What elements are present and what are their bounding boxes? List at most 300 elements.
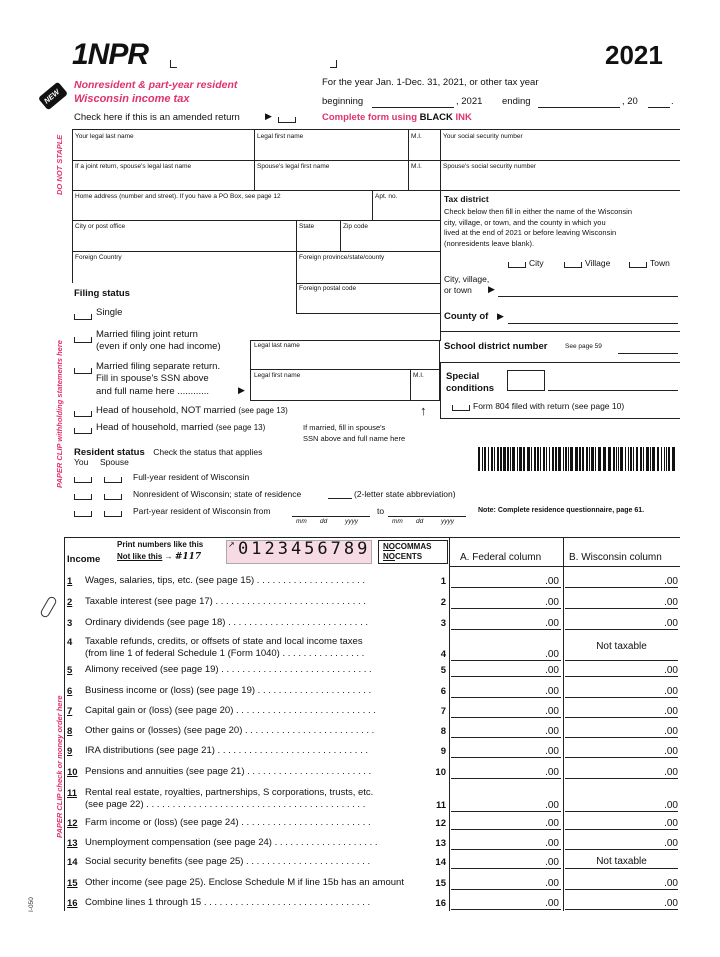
do-not-staple-label: DO NOT STAPLE bbox=[55, 134, 64, 195]
part-year-you-checkbox[interactable] bbox=[74, 511, 92, 517]
subtitle-line-1: Nonresident & part-year resident bbox=[74, 79, 238, 91]
barcode-bar bbox=[625, 447, 626, 471]
barcode-bar bbox=[500, 447, 502, 471]
resident-status-title: Resident status bbox=[74, 447, 145, 458]
barcode-bar bbox=[558, 447, 561, 471]
federal-amount-field[interactable] bbox=[451, 629, 561, 630]
spouse-first-name-field[interactable]: Spouse's legal first name bbox=[257, 163, 330, 170]
new-badge bbox=[38, 82, 68, 111]
foreign-province-field[interactable]: Foreign province/state/county bbox=[299, 254, 385, 261]
income-line-description: Other gains or (losses) (see page 20) . . . . . . . . . . . . . . . . . . . . . . . . . bbox=[85, 726, 375, 736]
hoh-not-married-label bbox=[96, 406, 288, 416]
barcode-bar bbox=[618, 447, 619, 471]
barcode-bar bbox=[640, 447, 642, 471]
federal-amount: .00 bbox=[545, 898, 559, 909]
income-line-number: 16 bbox=[67, 898, 78, 909]
income-line-description: Social security benefits (see page 25) . . . . . . . . . . . . . . . . . . . . . . . . bbox=[85, 857, 371, 867]
barcode-bar bbox=[537, 447, 539, 471]
income-line-ref-number: 6 bbox=[440, 686, 446, 697]
wisconsin-amount: .00 bbox=[664, 746, 678, 757]
school-district-field[interactable] bbox=[618, 353, 678, 354]
income-line-number: 7 bbox=[67, 706, 73, 717]
mfs-label-3: and full name here ............ bbox=[96, 386, 210, 397]
crop-mark-left bbox=[170, 60, 177, 68]
special-conditions-label-2: conditions bbox=[446, 383, 495, 394]
wisconsin-amount: .00 bbox=[664, 597, 678, 608]
black-ink-note bbox=[322, 113, 472, 123]
first-name-field[interactable]: Legal first name bbox=[257, 133, 304, 140]
from-yyyy: yyyy bbox=[345, 518, 358, 525]
federal-amount-field[interactable] bbox=[451, 757, 561, 758]
black-ink-black: BLACK bbox=[419, 112, 453, 123]
barcode-bar bbox=[672, 447, 675, 471]
wisconsin-amount-field[interactable] bbox=[565, 737, 678, 738]
sample-arrow-icon: ↗ bbox=[228, 540, 235, 549]
wisconsin-amount: .00 bbox=[664, 818, 678, 829]
income-line-description: Alimony received (see page 19) . . . . . . . . . . . . . . . . . . . . . . . . . . . . . bbox=[85, 665, 372, 675]
not-like-text: Not like this bbox=[117, 552, 163, 561]
federal-amount: .00 bbox=[545, 618, 559, 629]
barcode-bar bbox=[488, 447, 489, 471]
income-line-description: Unemployment compensation (see page 24) . . . . . . . . . . . . . . . . . . . . bbox=[85, 838, 378, 848]
income-line-number: 8 bbox=[67, 726, 73, 737]
income-line-description: Wages, salaries, tips, etc. (see page 15) . . . . . . . . . . . . . . . . . . . . . bbox=[85, 576, 365, 586]
black-ink-ink: INK bbox=[455, 112, 472, 123]
cvt-label-1: City, village, bbox=[444, 274, 490, 284]
full-year-spouse-checkbox[interactable] bbox=[104, 477, 122, 483]
not-like-label bbox=[117, 553, 201, 562]
wisconsin-amount-field[interactable] bbox=[565, 697, 678, 698]
special-conditions-field[interactable] bbox=[548, 390, 678, 391]
crop-mark-right bbox=[330, 60, 337, 68]
address-field[interactable]: Home address (number and street). If you have a PO Box, see page 12 bbox=[75, 193, 281, 200]
barcode-bar bbox=[555, 447, 557, 471]
income-line-number: 15 bbox=[67, 878, 78, 889]
barcode-bar bbox=[582, 447, 584, 471]
not-like-arrow-icon: → bbox=[164, 552, 173, 561]
barcode-bar bbox=[613, 447, 615, 471]
paper-clip-withholding-label: PAPER CLIP withholding statements here bbox=[55, 340, 64, 488]
barcode-bar bbox=[646, 447, 649, 471]
barcode-bar bbox=[586, 447, 588, 471]
income-line-ref-number: 10 bbox=[435, 767, 446, 778]
to-dd: dd bbox=[416, 518, 424, 525]
income-line-number: 4 bbox=[67, 637, 73, 648]
spouse-legal-mi-field[interactable]: M.I. bbox=[413, 372, 424, 379]
spouse-legal-first-field[interactable]: Legal first name bbox=[254, 372, 301, 379]
barcode-bar bbox=[657, 447, 659, 471]
federal-amount: .00 bbox=[545, 597, 559, 608]
new-badge-text: NEW bbox=[42, 87, 62, 106]
wisconsin-amount-field[interactable] bbox=[565, 660, 678, 661]
wisconsin-column-header: B. Wisconsin column bbox=[569, 552, 662, 563]
nonresident-note: (2-letter state abbreviation) bbox=[354, 489, 456, 499]
barcode-bar bbox=[633, 447, 634, 471]
income-line-description: Taxable refunds, credits, or offsets of state and local income taxes bbox=[85, 637, 363, 647]
good-sample-digits: 0123456789 bbox=[238, 539, 371, 559]
ssn-field[interactable]: Your social security number bbox=[443, 133, 523, 140]
barcode-bar bbox=[563, 447, 564, 471]
ending-year: , 20 bbox=[622, 96, 638, 107]
barcode-bar bbox=[552, 447, 554, 471]
amended-checkbox[interactable] bbox=[278, 117, 296, 123]
wisconsin-amount-field[interactable] bbox=[565, 811, 678, 812]
wisconsin-amount: .00 bbox=[664, 767, 678, 778]
barcode-bar bbox=[543, 447, 545, 471]
wisconsin-amount: .00 bbox=[664, 618, 678, 629]
mfs-checkbox[interactable] bbox=[74, 368, 92, 374]
barcode-bar bbox=[546, 447, 547, 471]
income-line-ref-number: 9 bbox=[440, 746, 446, 757]
full-year-label: Full-year resident of Wisconsin bbox=[133, 472, 250, 482]
wisconsin-amount-field[interactable] bbox=[565, 868, 678, 869]
cvt-arrow-icon: ▶ bbox=[488, 284, 495, 294]
federal-amount-field[interactable] bbox=[451, 829, 561, 830]
federal-amount: .00 bbox=[545, 649, 559, 660]
wisconsin-amount-field[interactable] bbox=[565, 849, 678, 850]
full-year-you-checkbox[interactable] bbox=[74, 477, 92, 483]
barcode-bar bbox=[620, 447, 623, 471]
wisconsin-amount: .00 bbox=[664, 800, 678, 811]
spouse-mi-field[interactable]: M.I. bbox=[411, 163, 422, 170]
income-line-ref-number: 3 bbox=[440, 618, 446, 629]
beginning-year: , 2021 bbox=[456, 96, 483, 107]
tax-district-title: Tax district bbox=[444, 194, 489, 204]
village-checkbox[interactable] bbox=[564, 262, 582, 268]
income-line-ref-number: 12 bbox=[435, 818, 446, 829]
foreign-country-field[interactable]: Foreign Country bbox=[75, 254, 122, 261]
nonresident-label: Nonresident of Wisconsin; state of residence bbox=[133, 489, 302, 499]
wisconsin-amount: Not taxable bbox=[596, 641, 647, 652]
paper-clip-check-label: PAPER CLIP check or money order here bbox=[55, 695, 64, 838]
barcode-bar bbox=[494, 447, 495, 471]
state-of-residence-field[interactable] bbox=[328, 498, 352, 499]
from-dd: dd bbox=[320, 518, 328, 525]
part-year-from-field[interactable] bbox=[292, 516, 370, 517]
wisconsin-amount-field[interactable] bbox=[565, 909, 678, 910]
to-mm: mm bbox=[392, 518, 403, 525]
barcode-bar bbox=[652, 447, 655, 471]
cvt-name-field[interactable] bbox=[498, 296, 678, 297]
barcode-bar bbox=[540, 447, 541, 471]
income-line-description: Business income or (loss) (see page 19) . . . . . . . . . . . . . . . . . . . . . . bbox=[85, 686, 372, 696]
federal-amount-field[interactable] bbox=[451, 778, 561, 779]
spouse-col-label: Spouse bbox=[100, 457, 129, 467]
barcode-bar bbox=[523, 447, 525, 471]
income-line-number: 6 bbox=[67, 686, 73, 697]
barcode-bar bbox=[591, 447, 594, 471]
nonresident-spouse-checkbox[interactable] bbox=[104, 494, 122, 500]
county-arrow-icon: ▶ bbox=[497, 311, 504, 321]
barcode-bar bbox=[527, 447, 530, 471]
barcode-bar bbox=[668, 447, 670, 471]
black-ink-pre: Complete form using bbox=[322, 112, 418, 123]
federal-amount-field[interactable] bbox=[451, 737, 561, 738]
filing-status-title: Filing status bbox=[74, 288, 130, 299]
federal-amount: .00 bbox=[545, 686, 559, 697]
barcode-bar bbox=[643, 447, 644, 471]
special-conditions-label-1: Special bbox=[446, 371, 480, 382]
barcode-bar bbox=[630, 447, 632, 471]
city-checkbox[interactable] bbox=[508, 262, 526, 268]
wisconsin-amount-field[interactable] bbox=[565, 676, 678, 677]
federal-amount: .00 bbox=[545, 665, 559, 676]
up-arrow-icon: ↑ bbox=[420, 403, 427, 418]
wisconsin-amount: .00 bbox=[664, 686, 678, 697]
tax-district-desc bbox=[444, 207, 632, 249]
cvt-label-2: or town bbox=[444, 285, 472, 295]
barcode-bar bbox=[512, 447, 515, 471]
barcode-bar bbox=[570, 447, 573, 471]
barcode-bar bbox=[534, 447, 536, 471]
single-checkbox[interactable] bbox=[74, 314, 92, 320]
mfs-label-1: Married filing separate return. bbox=[96, 361, 221, 372]
ending-date-field[interactable] bbox=[538, 107, 620, 108]
barcode-bar bbox=[579, 447, 581, 471]
residence-questionnaire-note: Note: Complete residence questionnaire, page 61. bbox=[478, 507, 645, 514]
income-line-number: 3 bbox=[67, 618, 73, 629]
barcode-bar bbox=[497, 447, 499, 471]
mfs-label-2: Fill in spouse's SSN above bbox=[96, 373, 209, 384]
spouse-last-name-field[interactable]: If a joint return, spouse's legal last name bbox=[75, 163, 192, 170]
village-option-label: Village bbox=[585, 258, 611, 268]
wisconsin-amount-field[interactable] bbox=[565, 778, 678, 779]
tax-district-desc-line: city, village, or town, and the county in which you bbox=[444, 217, 606, 227]
wisconsin-amount-field[interactable] bbox=[565, 717, 678, 718]
federal-amount: .00 bbox=[545, 818, 559, 829]
barcode-bar bbox=[661, 447, 662, 471]
income-line-ref-number: 15 bbox=[435, 878, 446, 889]
income-line-ref-number: 4 bbox=[440, 649, 446, 660]
income-line-description: Ordinary dividends (see page 18) . . . . . . . . . . . . . . . . . . . . . . . . . . . bbox=[85, 618, 368, 628]
barcode-bar bbox=[568, 447, 569, 471]
wisconsin-amount-field[interactable] bbox=[565, 629, 678, 630]
barcode-bar bbox=[575, 447, 578, 471]
form-804-label: Form 804 filed with return (see page 10) bbox=[473, 401, 625, 411]
wisconsin-amount: .00 bbox=[664, 576, 678, 587]
mfj-checkbox[interactable] bbox=[74, 337, 92, 343]
wisconsin-amount: .00 bbox=[664, 898, 678, 909]
wisconsin-amount-field[interactable] bbox=[565, 829, 678, 830]
hoh-not-married-checkbox[interactable] bbox=[74, 411, 92, 417]
spouse-ssn-field[interactable]: Spouse's social security number bbox=[443, 163, 537, 170]
barcode-bar bbox=[565, 447, 567, 471]
paper-clip-icon bbox=[39, 595, 58, 619]
wisconsin-amount: .00 bbox=[664, 665, 678, 676]
income-line-ref-number: 7 bbox=[440, 706, 446, 717]
income-line-number: 1 bbox=[67, 576, 73, 587]
barcode-bar bbox=[616, 447, 617, 471]
income-line-ref-number: 11 bbox=[435, 800, 446, 811]
income-line-description-cont: (see page 22) . . . . . . . . . . . . . . . . . . . . . . . . . . . . . . . . . . . . . . . . . . bbox=[85, 800, 366, 810]
barcode-bar bbox=[484, 447, 486, 471]
apt-field[interactable]: Apt. no. bbox=[375, 193, 398, 200]
federal-amount: .00 bbox=[545, 746, 559, 757]
federal-amount-field[interactable] bbox=[451, 697, 561, 698]
single-label: Single bbox=[96, 307, 123, 318]
federal-amount-field[interactable] bbox=[451, 676, 561, 677]
tax-year-line: For the year Jan. 1-Dec. 31, 2021, or other tax year bbox=[322, 77, 539, 88]
no-commas-label bbox=[383, 543, 431, 551]
mfj-label-1: Married filing joint return bbox=[96, 329, 198, 340]
barcode-bar bbox=[636, 447, 638, 471]
barcode-bar bbox=[666, 447, 667, 471]
income-line-description-cont: (from line 1 of federal Schedule 1 (Form 1040) . . . . . . . . . . . . . . . . bbox=[85, 649, 365, 659]
barcode-bar bbox=[589, 447, 590, 471]
federal-amount-field[interactable] bbox=[451, 849, 561, 850]
barcode-bar bbox=[628, 447, 629, 471]
income-line-number: 10 bbox=[67, 767, 78, 778]
part-year-to-field[interactable] bbox=[388, 516, 466, 517]
income-line-description: Combine lines 1 through 15 . . . . . . . . . . . . . . . . . . . . . . . . . . . . . . . . bbox=[85, 898, 371, 908]
barcode-bar bbox=[491, 447, 493, 471]
beginning-date-field[interactable] bbox=[372, 107, 454, 108]
income-line-number: 2 bbox=[67, 597, 73, 608]
barcode-bar bbox=[603, 447, 606, 471]
income-line-description: Rental real estate, royalties, partnerships, S corporations, trusts, etc. bbox=[85, 788, 374, 798]
form-804-checkbox[interactable] bbox=[452, 405, 470, 411]
hoh-married-checkbox[interactable] bbox=[74, 428, 92, 434]
mi-field[interactable]: M.I. bbox=[411, 133, 422, 140]
wisconsin-amount: Not taxable bbox=[596, 856, 647, 867]
grid-top-line bbox=[72, 129, 680, 130]
town-option-label: Town bbox=[650, 258, 670, 268]
mfj-label-2: (even if only one had income) bbox=[96, 341, 221, 352]
wisconsin-amount-field[interactable] bbox=[565, 889, 678, 890]
federal-amount-field[interactable] bbox=[451, 717, 561, 718]
bad-sample: #117 bbox=[174, 552, 202, 562]
barcode-bar bbox=[507, 447, 509, 471]
hoh-not-married-text: Head of household, NOT married bbox=[96, 405, 236, 416]
form-year: 2021 bbox=[605, 40, 663, 70]
federal-amount: .00 bbox=[545, 857, 559, 868]
amended-arrow-icon: ▶ bbox=[265, 111, 272, 121]
income-line-description: Farm income or (loss) (see page 24) . . . . . . . . . . . . . . . . . . . . . . . . . bbox=[85, 818, 371, 828]
income-line-ref-number: 1 bbox=[440, 576, 446, 587]
income-line-number: 14 bbox=[67, 857, 78, 868]
barcode-bar bbox=[531, 447, 532, 471]
married-note-2: SSN above and full name here bbox=[303, 434, 406, 443]
wisconsin-amount-field[interactable] bbox=[565, 587, 678, 588]
hoh-married-page: (see page 13) bbox=[215, 423, 266, 432]
wisconsin-amount: .00 bbox=[664, 838, 678, 849]
part-year-label: Part-year resident of Wisconsin from bbox=[133, 506, 271, 516]
barcode-bar bbox=[549, 447, 550, 471]
no-cents-text: CENTS bbox=[395, 552, 423, 561]
income-line-ref-number: 16 bbox=[435, 898, 446, 909]
barcode-bar bbox=[482, 447, 483, 471]
tax-district-desc-line: (nonresidents leave blank). bbox=[444, 238, 535, 248]
federal-amount-field[interactable] bbox=[451, 587, 561, 588]
income-line-description: Pensions and annuities (see page 21) . . . . . . . . . . . . . . . . . . . . . . . . bbox=[85, 767, 372, 777]
spouse-legal-last-field[interactable]: Legal last name bbox=[254, 342, 300, 349]
from-mm: mm bbox=[296, 518, 307, 525]
form-id: 1NPR bbox=[72, 38, 149, 71]
federal-amount: .00 bbox=[545, 878, 559, 889]
barcode-bar bbox=[608, 447, 611, 471]
beginning-label: beginning bbox=[322, 96, 364, 107]
barcode-bar bbox=[478, 447, 480, 471]
part-year-spouse-checkbox[interactable] bbox=[104, 511, 122, 517]
ending-label: ending bbox=[502, 96, 531, 107]
federal-column-header: A. Federal column bbox=[460, 552, 542, 563]
income-title: Income bbox=[67, 554, 101, 565]
no-commas-no: NO bbox=[383, 542, 395, 551]
income-line-ref-number: 2 bbox=[440, 597, 446, 608]
wisconsin-amount: .00 bbox=[664, 706, 678, 717]
city-field[interactable]: City or post office bbox=[75, 223, 126, 230]
you-col-label: You bbox=[74, 457, 89, 467]
town-checkbox[interactable] bbox=[629, 262, 647, 268]
ending-year-field[interactable] bbox=[648, 107, 670, 108]
federal-amount-field[interactable] bbox=[451, 868, 561, 869]
income-line-ref-number: 8 bbox=[440, 726, 446, 737]
barcode-bar bbox=[510, 447, 511, 471]
state-field[interactable]: State bbox=[299, 223, 315, 230]
tax-district-desc-line: Check below then fill in either the name of the Wisconsin bbox=[444, 207, 633, 216]
federal-amount-field[interactable] bbox=[451, 889, 561, 890]
income-line-ref-number: 14 bbox=[435, 857, 446, 868]
foreign-postal-field[interactable]: Foreign postal code bbox=[299, 285, 357, 292]
wisconsin-amount: .00 bbox=[664, 878, 678, 889]
school-district-page: See page 59 bbox=[565, 343, 602, 350]
wisconsin-amount-field[interactable] bbox=[565, 608, 678, 609]
income-line-description: Capital gain or (loss) (see page 20) . . . . . . . . . . . . . . . . . . . . . . . . . . . bbox=[85, 706, 376, 716]
county-label: County of bbox=[444, 311, 489, 322]
nonresident-you-checkbox[interactable] bbox=[74, 494, 92, 500]
print-like-label: Print numbers like this bbox=[117, 540, 204, 549]
no-cents-label bbox=[383, 553, 422, 561]
county-field[interactable] bbox=[508, 323, 678, 324]
barcode-bar bbox=[598, 447, 601, 471]
school-district-label: School district number bbox=[444, 341, 548, 352]
federal-amount: .00 bbox=[545, 838, 559, 849]
zip-field[interactable]: Zip code bbox=[343, 223, 368, 230]
tax-district-desc-line: lived at the end of 2021 or before leaving Wisconsin bbox=[444, 228, 617, 237]
no-commas-text: COMMAS bbox=[395, 542, 432, 551]
special-conditions-box[interactable] bbox=[507, 370, 545, 391]
last-name-field[interactable]: Your legal last name bbox=[75, 133, 134, 140]
income-line-number: 13 bbox=[67, 838, 78, 849]
federal-amount: .00 bbox=[545, 706, 559, 717]
to-yyyy: yyyy bbox=[441, 518, 454, 525]
ending-period: . bbox=[671, 96, 674, 107]
income-line-description: IRA distributions (see page 21) . . . . . . . . . . . . . . . . . . . . . . . . . . . . . bbox=[85, 746, 368, 756]
income-line-number: 11 bbox=[67, 788, 78, 799]
subtitle-line-2: Wisconsin income tax bbox=[74, 93, 190, 105]
income-line-ref-number: 13 bbox=[435, 838, 446, 849]
federal-amount: .00 bbox=[545, 576, 559, 587]
federal-amount: .00 bbox=[545, 726, 559, 737]
income-line-description: Taxable interest (see page 17) . . . . . . . . . . . . . . . . . . . . . . . . . . . . . bbox=[85, 597, 366, 607]
wisconsin-amount: .00 bbox=[664, 726, 678, 737]
federal-amount: .00 bbox=[545, 800, 559, 811]
federal-amount: .00 bbox=[545, 767, 559, 778]
income-line-number: 9 bbox=[67, 746, 73, 757]
wisconsin-amount-field[interactable] bbox=[565, 757, 678, 758]
barcode-bar bbox=[519, 447, 522, 471]
no-cents-no: NO bbox=[383, 552, 395, 561]
hoh-married-label bbox=[96, 423, 265, 433]
federal-amount-field[interactable] bbox=[451, 660, 561, 661]
federal-amount-field[interactable] bbox=[451, 608, 561, 609]
income-line-number: 12 bbox=[67, 818, 78, 829]
married-note-1: If married, fill in spouse's bbox=[303, 423, 386, 432]
federal-amount-field[interactable] bbox=[451, 811, 561, 812]
federal-amount-field[interactable] bbox=[451, 909, 561, 910]
resident-status-subtitle: Check the status that applies bbox=[153, 447, 263, 457]
barcode bbox=[478, 447, 678, 471]
